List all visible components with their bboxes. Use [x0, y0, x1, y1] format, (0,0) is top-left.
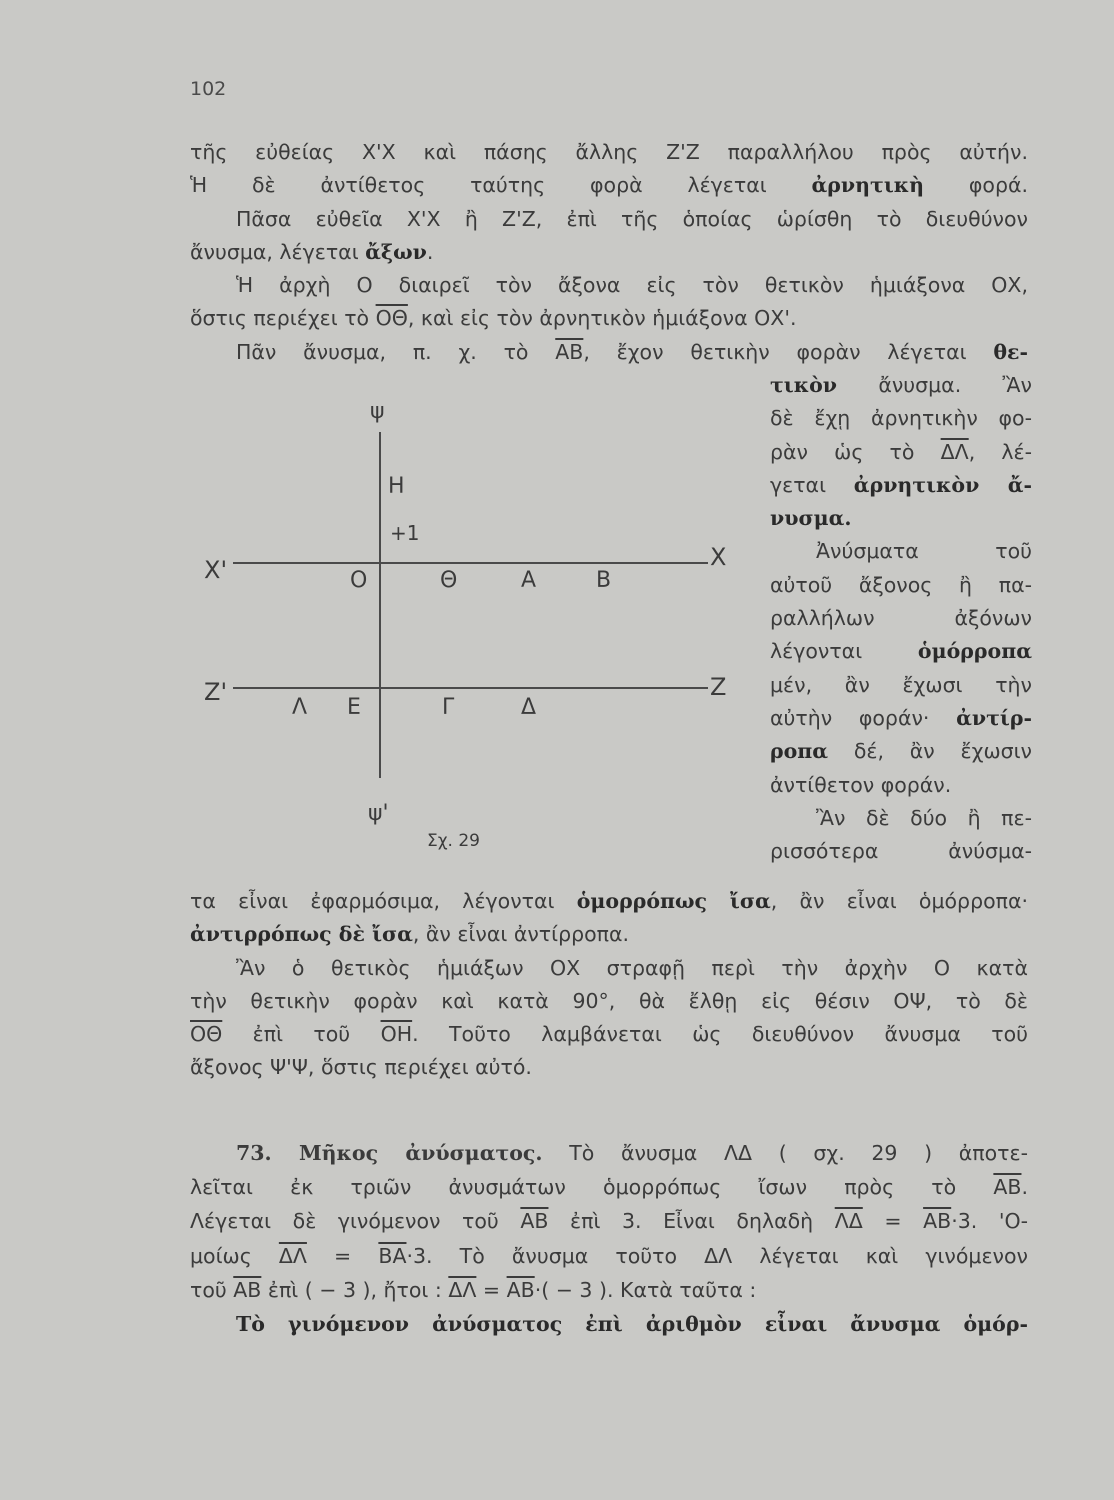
text-segment: ·3. 'Ο-: [951, 1209, 1028, 1234]
middle-paragraphs: [190, 885, 1028, 1085]
text-segment: .: [426, 239, 434, 264]
vector-notation: $\overline{AB}$: [520, 1209, 549, 1234]
text-segment: Ἀνύσματα τοῦ: [816, 539, 1032, 564]
vector-notation: $\overline{OH}$: [380, 1022, 413, 1047]
label-a: Α: [521, 568, 537, 593]
text-line: [190, 1307, 1028, 1341]
text-segment: ραλλήλων ἀξόνων: [770, 606, 1032, 631]
vector-notation: $\overline{O\Theta}$: [190, 1022, 223, 1047]
text-line: [190, 1239, 1028, 1273]
text-segment: Πᾶσα εὐθεῖα Χ'Χ ἢ Ζ'Ζ, ἐπὶ τῆς ὁποίας ὡρίσθη τὸ διευθύνον: [236, 206, 1028, 231]
text-segment: ρισσότερα ἀνύσμα-: [770, 839, 1032, 864]
bold-term: ἀντίρ-: [956, 705, 1032, 730]
bold-term: 73. Μῆκος ἀνύσματος.: [236, 1141, 543, 1165]
text-segment: τὴν θετικὴν φορὰν καὶ κατὰ 90°, θὰ ἔλθῃ εἰς θέσιν ΟΨ, τὸ δὲ: [190, 988, 1028, 1013]
label-gamma: Γ: [442, 695, 455, 720]
text-line: [190, 1273, 1028, 1307]
text-segment: ·( − 3 ). Κατὰ ταῦτα :: [534, 1277, 757, 1302]
vector-notation: $\overline{O\Theta}$: [375, 306, 408, 331]
text-line: [190, 985, 1028, 1018]
text-segment: ἀντίθετον φοράν.: [770, 772, 952, 797]
text-segment: ρὰν ὡς τὸ: [770, 439, 941, 464]
text-segment: , ἔχον θετικὴν φορὰν λέγεται: [583, 339, 994, 364]
vector-notation: $\overline{\Delta\Lambda}$: [278, 1243, 307, 1268]
label-plus-one: +1: [390, 521, 420, 545]
label-delta: Δ: [521, 695, 537, 720]
text-segment: =: [306, 1243, 379, 1268]
text-line: [190, 952, 1028, 985]
text-segment: ἄνυσμα, λέγεται: [190, 239, 366, 264]
text-segment: ἐπὶ 3. Εἶναι δηλαδὴ: [548, 1209, 835, 1234]
text-line: [190, 885, 1028, 918]
bold-term: Τὸ γινόμενον ἀνύσματος ἐπὶ ἀριθμὸν εἶναι ἄνυσμα ὁμόρ-: [236, 1312, 1028, 1337]
text-segment: . Τοῦτο λαμβάνεται ὡς διευθύνον ἄνυσμα τοῦ: [412, 1022, 1028, 1047]
text-segment: , ἂν εἶναι ὁμόρροπα·: [770, 889, 1029, 913]
text-segment: τῆς εὐθείας Χ'Χ καὶ πάσης ἄλλης Ζ'Ζ παραλλήλου πρὸς αὐτήν.: [190, 140, 1028, 164]
text-segment: Ἂν ὁ θετικὸς ἡμιάξων ΟΧ στραφῇ περὶ τὴν ἀρχὴν Ο κατὰ: [236, 955, 1028, 980]
vector-notation: $\overline{AB}$: [923, 1209, 952, 1234]
text-segment: αὐτοῦ ἄξονος ἢ πα-: [770, 572, 1032, 597]
text-segment: Ἡ ἀρχὴ Ο διαιρεῖ τὸν ἄξονα εἰς τὸν θετικὸν ἡμιάξονα ΟΧ,: [236, 273, 1028, 298]
vector-notation: $\overline{\Delta\Lambda}$: [448, 1277, 477, 1302]
section-73-paragraphs: [190, 1136, 1028, 1341]
text-segment: μέν, ἂν ἔχωσι τὴν: [770, 672, 1032, 697]
text-segment: τα εἶναι ἐφαρμόσιμα, λέγονται: [190, 889, 577, 913]
text-line: [190, 918, 1028, 951]
text-segment: τοῦ: [190, 1277, 234, 1302]
text-segment: λεῖται ἐκ τριῶν ἀνυσμάτων ὁμορρόπως ἴσων πρὸς τὸ: [190, 1175, 994, 1200]
label-psi: ψ: [370, 399, 385, 424]
text-line: [190, 1204, 1028, 1238]
bold-term: θε-: [993, 339, 1028, 364]
vector-notation: $\overline{AB}$: [233, 1277, 262, 1302]
text-line: [190, 1018, 1028, 1051]
vector-notation: $\overline{\Delta\Lambda}$: [940, 439, 969, 464]
bold-term: ἀρνητικὸν ἄ-: [853, 472, 1032, 497]
bold-term: ἀντιρρόπως δὲ ἴσα: [190, 922, 413, 947]
text-segment: ·3. Τὸ ἄνυσμα τοῦτο ΔΛ λέγεται καὶ γινόμενον: [406, 1243, 1028, 1268]
text-segment: =: [862, 1209, 924, 1234]
text-segment: δέ, ἂν ἔχωσιν: [828, 739, 1032, 764]
bold-term: ἀρνητικὴ: [811, 173, 925, 198]
text-segment: ἐπὶ τοῦ: [222, 1022, 381, 1047]
text-segment: φορά.: [924, 173, 1029, 198]
text-segment: =: [476, 1277, 507, 1302]
page-number: 102: [190, 78, 227, 100]
figure-caption: Σχ. 29: [427, 831, 481, 851]
text-segment: λέγονται: [770, 639, 918, 664]
text-segment: αὐτὴν φοράν·: [770, 705, 957, 730]
text-segment: Ἂν δὲ δύο ἢ πε-: [816, 805, 1032, 830]
text-segment: , λέ-: [968, 439, 1032, 464]
text-segment: ἐπὶ ( − 3 ), ἤτοι :: [261, 1277, 449, 1302]
bold-term: ὁμόρροπα: [917, 639, 1032, 664]
label-epsilon: Ε: [347, 695, 361, 720]
bold-term: ὁμορρόπως ἴσα: [576, 889, 771, 913]
label-lambda: Λ: [292, 695, 308, 720]
label-b: Β: [596, 568, 612, 593]
text-segment: , καὶ εἰς τὸν ἀρνητικὸν ἡμιάξονα ΟΧ'.: [407, 306, 797, 331]
text-segment: ὅστις περιέχει τὸ: [190, 306, 376, 331]
label-eta: Η: [388, 474, 405, 499]
text-segment: Ἡ δὲ ἀντίθετος ταύτης φορὰ λέγεται: [190, 173, 812, 198]
text-segment: ἄνυσμα. Ἂν: [836, 373, 1032, 397]
text-segment: Λέγεται δὲ γινόμενον τοῦ: [190, 1209, 521, 1234]
vector-notation: $\overline{AB}$: [555, 339, 584, 364]
label-x: Χ: [710, 543, 727, 571]
text-segment: δὲ ἔχῃ ἀρνητικὴν φο-: [770, 406, 1032, 431]
vector-notation: $\overline{\Lambda\Delta}$: [834, 1209, 863, 1234]
text-line: [190, 1136, 1028, 1170]
label-z: Ζ: [710, 673, 727, 701]
bold-term: τικὸν: [770, 373, 837, 397]
label-z-prime: Ζ': [204, 678, 228, 706]
label-psi-prime: ψ': [368, 801, 389, 826]
vector-notation: $\overline{AB}$: [506, 1277, 535, 1302]
text-line: [190, 1170, 1028, 1204]
label-theta: Θ: [440, 568, 458, 593]
bold-term: ἄξων: [365, 239, 427, 264]
text-segment: , ἂν εἶναι ἀντίρροπα.: [412, 922, 630, 947]
text-segment: Τὸ ἄνυσμα ΛΔ ( σχ. 29 ) ἀποτε-: [542, 1141, 1028, 1165]
text-segment: Πᾶν ἄνυσμα, π. χ. τὸ: [236, 339, 556, 364]
vector-notation: $\overline{BA}$: [378, 1243, 407, 1268]
bold-term: ροπα: [770, 739, 829, 764]
bold-term: νυσμα.: [770, 506, 852, 531]
text-segment: .: [1021, 1175, 1028, 1200]
text-segment: γεται: [770, 472, 854, 497]
text-line: [190, 1051, 1028, 1084]
label-x-prime: Χ': [204, 556, 228, 584]
text-segment: ἄξονος Ψ'Ψ, ὅστις περιέχει αὐτό.: [190, 1055, 532, 1080]
text-segment: μοίως: [190, 1243, 279, 1268]
vector-notation: $\overline{AB}$: [993, 1175, 1022, 1200]
label-o: Ο: [350, 568, 368, 593]
